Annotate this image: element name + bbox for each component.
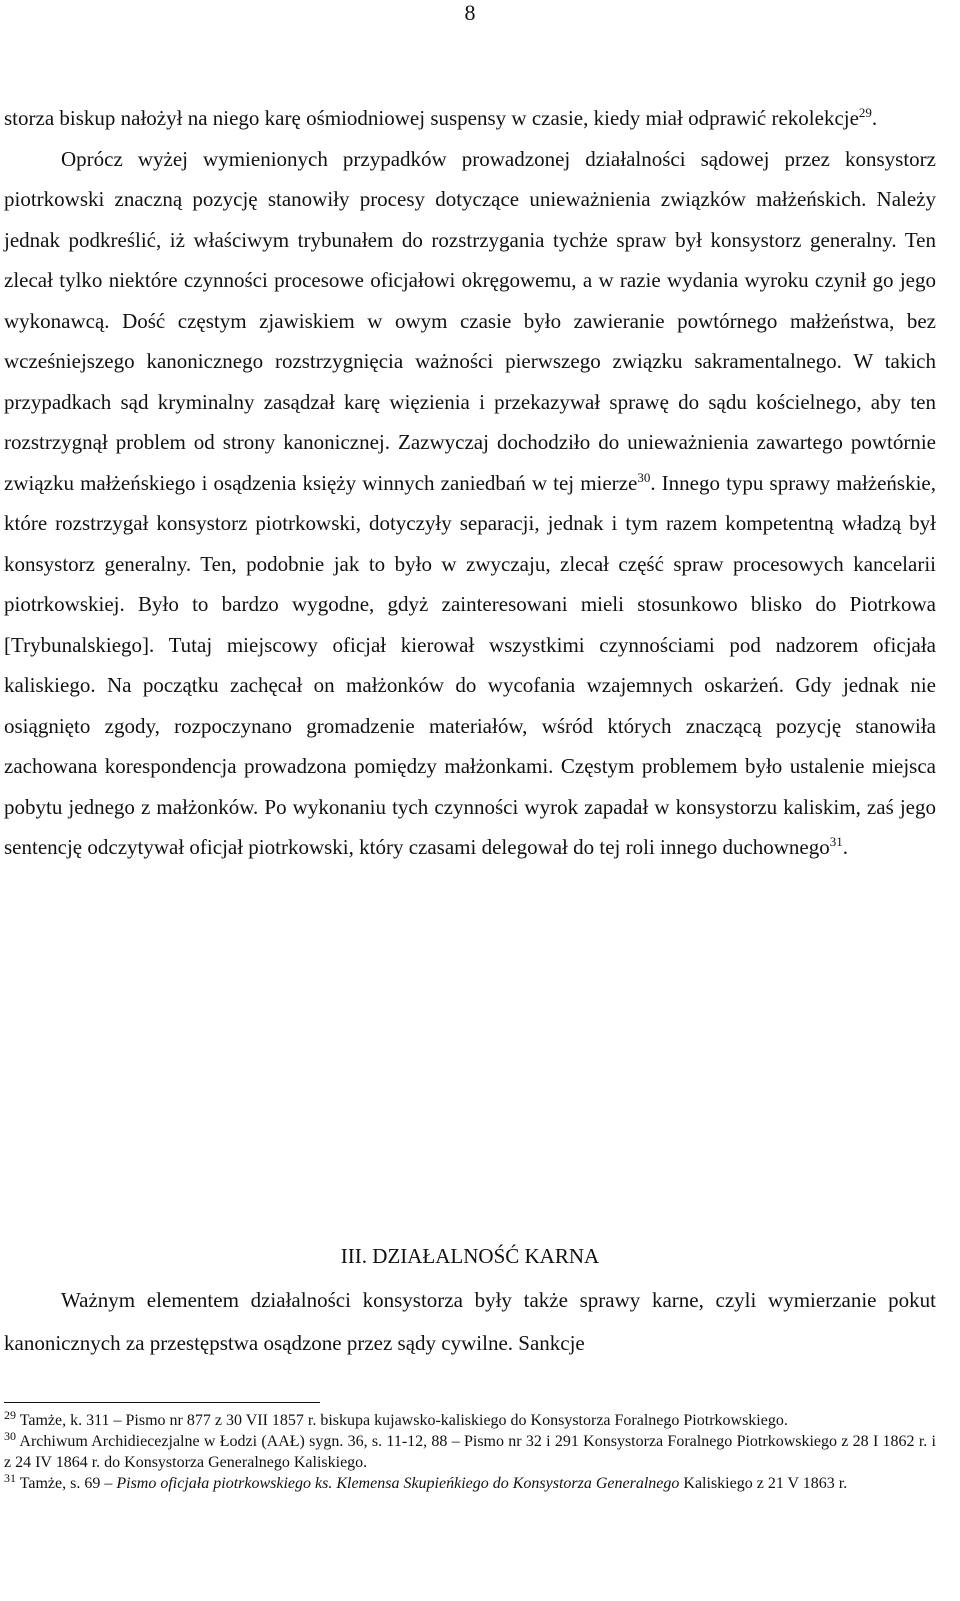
footnote-31 <box>4 1473 936 1494</box>
footnote-italic-title: Pismo oficjała piotrkowskiego ks. Klemensa Skupieńkiego do Konsystorza Generalnego <box>116 1475 680 1492</box>
body-text <box>4 98 936 868</box>
section-heading: III. DZIAŁALNOŚĆ KARNA <box>340 1244 600 1268</box>
footnote-text: Tamże, s. 69 – <box>19 1475 117 1492</box>
footnote-text: Tamże, k. 311 – Pismo nr 877 z 30 VII 1857 r. biskupa kujawsko-kaliskiego do Konsystorza Foralnego Piotrkowskiego. <box>19 1412 788 1429</box>
footnote-number: 29 <box>4 1408 16 1422</box>
footnote-text: Kaliskiego z 21 V 1863 r. <box>679 1475 848 1492</box>
page-number: 8 <box>464 0 476 25</box>
footnote-ref-29[interactable]: 29 <box>858 105 872 120</box>
footnote-ref-31[interactable]: 31 <box>829 834 843 849</box>
paragraph-text: storza biskup nałożył na niego karę ośmiodniowej suspensy w czasie, kiedy miał odprawić rekolekcje <box>4 106 859 130</box>
footnote-number: 31 <box>4 1471 16 1485</box>
footnote-30 <box>4 1431 936 1473</box>
footnote-number: 30 <box>4 1429 16 1443</box>
paragraph-continued: storza biskup nałożył na niego karę ośmiodniowej suspensy w czasie, kiedy miał odprawić rekolekcje$^{29}$. <box>4 105 878 130</box>
section-text <box>4 1279 936 1365</box>
paragraph-marriage-cases: Oprócz wyżej wymienionych przypadków prowadzonej działalności sądowej przez konsystorz piotrkowski znaczną pozycję stanowiły procesy dotyczące unieważnienia związków małżeńskich. Należy jednak podkreślić, iż właściwym trybunałem do rozstrzygania tychże spraw był konsystorz generalny. Ten zlecał tylko niektóre czynności procesowe oficjałowi okręgowemu, a w razie wydania wyroku czynił go jego wykonawcą. Dość częstym zjawiskiem w owym czasie było zawieranie powtórnego małżeństwa, bez wcześniejszego kanonicznego rozstrzygnięcia ważności pierwszego związku sakramentalnego. W takich przypadkach sąd kryminalny zasądzał karę więzienia i przekazywał sprawę do sądu kościelnego, aby ten rozstrzygnął problem od strony kanonicznej. Zazwyczaj dochodziło do unieważnienia zawartego powtórnie związku małżeńskiego i osądzenia księży winnych zaniedbań w tej mierze$^{30}$. Innego typu sprawy małżeńskie, które rozstrzygał konsystorz piotrkowski, dotyczyły separacji, jednak i tym razem kompetentną władzą był konsystorz generalny. Ten, podobnie jak to było w zwyczaju, zlecał część spraw procesowych kancelarii piotrkowskiej. Było to bardzo wygodne, gdyż zainteresowani mieli stosunkowo blisko do Piotrkowa [Trybunalskiego]. Tutaj miejscowy oficjał kierował wszystkimi czynnościami pod nadzorem oficjała kaliskiego. Na początku zachęcał on małżonków do wycofania wzajemnych oskarżeń. Gdy jednak nie osiągnięto zgody, rozpoczynano gromadzenie materiałów, wśród których znaczącą pozycję stanowiła zachowana korespondencja prowadzona pomiędzy małżonkami. Częstym problemem było ustalenie miejsca pobytu jednego z małżonków. Po wykonaniu tych czynności wyrok zapadał w konsystorzu kaliskim, zaś jego sentencję odczytywał oficjał piotrkowski, który czasami delegował do tej roli innego duchownego$^{31}$. <box>4 146 936 859</box>
paragraph-text: Oprócz wyżej wymienionych przypadków prowadzonej działalności sądowej przez konsystorz piotrkowski znaczną pozycję stanowiły procesy dotyczące unieważnienia związków małżeńskich. Należy jednak podkreślić, iż właściwym trybunałem do rozstrzygania tychże spraw był konsystorz generalny. Ten zlecał tylko niektóre czynności procesowe oficjałowi okręgowemu, a w razie wydania wyroku czynił go jego wykonawcą. Dość częstym zjawiskiem w owym czasie było zawieranie powtórnego małżeństwa, bez wcześniejszego kanonicznego rozstrzygnięcia ważności pierwszego związku sakramentalnego. W takich przypadkach sąd kryminalny zasądzał karę więzienia i przekazywał sprawę do sądu kościelnego, aby ten rozstrzygnął problem od strony kanonicznej. Zazwyczaj dochodziło do unieważnienia zawartego powtórnie związku małżeńskiego i osądzenia księży winnych zaniedbań w tej mierze <box>4 146 936 495</box>
footnotes <box>4 1410 936 1494</box>
footnote-divider <box>4 1402 320 1403</box>
footnote-ref-30[interactable]: 30 <box>637 469 651 485</box>
section-paragraph: Ważnym elementem działalności konsystorza były także sprawy karne, czyli wymierzanie pokut kanonicznych za przestępstwa osądzone przez sądy cywilne. Sankcje <box>4 1288 936 1355</box>
paragraph-text: . Innego typu sprawy małżeńskie, które rozstrzygał konsystorz piotrkowski, dotyczyły separacji, jednak i tym razem kompetentną władzą był konsystorz generalny. Ten, podobnie jak to było w zwyczaju, zlecał część spraw procesowych kancelarii piotrkowskiej. Było to bardzo wygodne, gdyż zainteresowani mieli stosunkowo blisko do Piotrkowa [Trybunalskiego]. Tutaj miejscowy oficjał kierował wszystkimi czynnościami pod nadzorem oficjała kaliskiego. Na początku zachęcał on małżonków do wycofania wzajemnych oskarżeń. Gdy jednak nie osiągnięto zgody, rozpoczynano gromadzenie materiałów, wśród których znaczącą pozycję stanowiła zachowana korespondencja prowadzona pomiędzy małżonkami. Częstym problemem było ustalenie miejsca pobytu jednego z małżonków. Po wykonaniu tych czynności wyrok zapadał w konsystorzu kaliskim, zaś jego sentencję odczytywał oficjał piotrkowski, który czasami delegował do tej roli innego duchownego <box>4 470 936 859</box>
footnote-text: Archiwum Archidiecezjalne w Łodzi (AAŁ) sygn. 36, s. 11-12, 88 – Pismo nr 32 i 291 Konsystorza Foralnego Piotrkowskiego z 28 I 1862 r. i z 24 IV 1864 r. do Konsystorza Generalnego Kaliskiego. <box>4 1433 937 1471</box>
footnote-29 <box>4 1410 936 1431</box>
